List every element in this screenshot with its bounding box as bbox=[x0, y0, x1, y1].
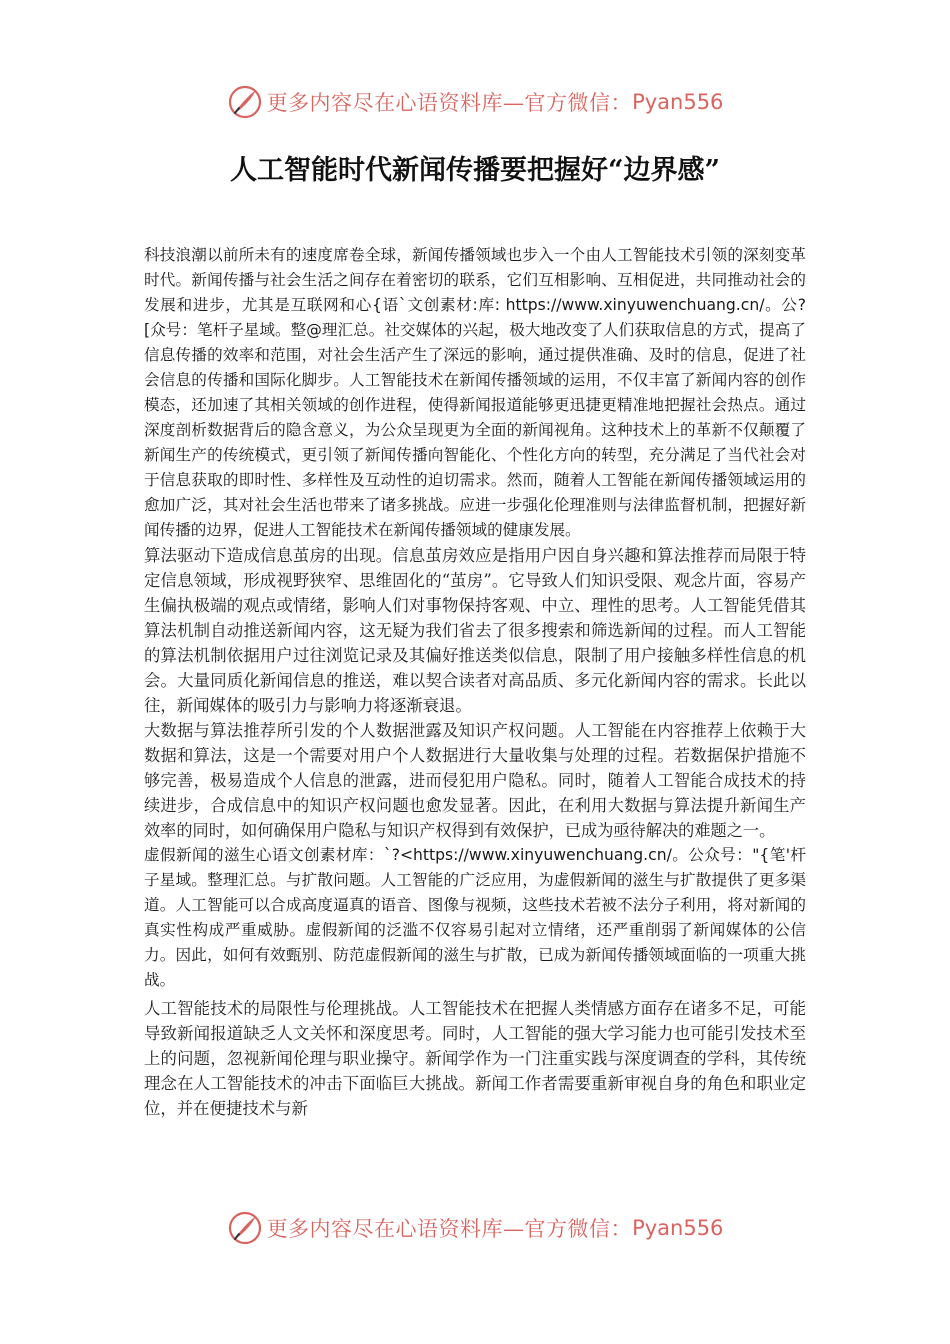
banner-text: 更多内容尽在心语资料库—官方微信： bbox=[266, 1217, 633, 1241]
paragraph-fake-news: 虚假新闻的滋生心语文创素材库：`?<https://www.xinyuwenchuang.cn/。公众号："{笔'杆子星域。整理汇总。与扩散问题。人工智能的广泛应用，为虚假新闻的滋生与扩散提供了更多渠道。人工智能可以合成高度逼真的语音、图像与视频，这些技术若被不法分子利用，将对新闻的真实性构成严重威胁。虚假新闻的泛滥不仅容易引起对立情绪，还严重削弱了新闻媒体的公信力。因此，如何有效甄别、防范虚假新闻的滋生与扩散，已成为新闻传播领域面临的一项重大挑战。 bbox=[144, 846, 806, 989]
document-title: 人工智能时代新闻传播要把握好“边界感” bbox=[229, 155, 721, 186]
paragraph-intro: 科技浪潮以前所未有的速度席卷全球，新闻传播领域也步入一个由人工智能技术引领的深刻变革时代。新闻传播与社会生活之间存在着密切的联系，它们互相影响、互相促进，共同推动社会的发展和进步，尤其是互联网和心{语`文创素材:库: https://www.xinyuwenchuang.cn/。公?[众号：笔杆子星域。整@理汇总。社交媒体的兴起，极大地改变了人们获取信息的方式，提高了信息传播的效率和范围，对社会生活产生了深远的影响，通过提供准确、及时的信息，促进了社会信息的传播和国际化脚步。人工智能技术在新闻传播领域的运用，不仅丰富了新闻内容的创作模态，还加速了其相关领域的创作进程，使得新闻报道能够更迅捷更精准地把握社会热点。通过深度剖析数据背后的隐含意义，为公众呈现更为全面的新闻视角。这种技术上的革新不仅颠覆了新闻生产的传统模式，更引领了新闻传播向智能化、个性化方向的转型，充分满足了当代社会对于信息获取的即时性、多样性及互动性的迫切需求。然而，随着人工智能在新闻传播领域运用的愈加广泛，其对社会生活也带来了诸多挑战。应进一步强化伦理准则与法律监督机制，把握好新闻传播的边界，促进人工智能技术在新闻传播领域的健康发展。 bbox=[144, 246, 806, 539]
banner-wechat-id: Pyan556 bbox=[632, 1216, 724, 1240]
quill-pen-logo-icon bbox=[227, 1210, 263, 1246]
document-body bbox=[144, 243, 806, 1121]
paragraph-data-privacy: 大数据与算法推荐所引发的个人数据泄露及知识产权问题。人工智能在内容推荐上依赖于大数据和算法，这是一个需要对用户个人数据进行大量收集与处理的过程。若数据保护措施不够完善，极易造成个人信息的泄露，进而侵犯用户隐私。同时，随着人工智能合成技术的持续进步，合成信息中的知识产权问题也愈发显著。因此，在利用大数据与算法提升新闻生产效率的同时，如何确保用户隐私与知识产权得到有效保护，已成为亟待解决的难题之一。 bbox=[144, 721, 806, 840]
banner-text: 更多内容尽在心语资料库—官方微信： bbox=[266, 91, 633, 115]
quill-pen-logo-icon bbox=[227, 84, 263, 120]
paragraph-filter-bubble: 算法驱动下造成信息茧房的出现。信息茧房效应是指用户因自身兴趣和算法推荐而局限于特定信息领域，形成视野狭窄、思维固化的“茧房”。它导致人们知识受限、观念片面，容易产生偏执极端的观点或情绪，影响人们对事物保持客观、中立、理性的思考。人工智能凭借其算法机制自动推送新闻内容，这无疑为我们省去了很多搜索和筛选新闻的过程。而人工智能的算法机制依据用户过往浏览记录及其偏好推送类似信息，限制了用户接触多样性信息的机会。大量同质化新闻信息的推送，难以契合读者对高品质、多元化新闻内容的需求。长此以往，新闻媒体的吸引力与影响力将逐渐衰退。 bbox=[144, 546, 806, 715]
banner-wechat-id: Pyan556 bbox=[632, 90, 724, 114]
header-banner bbox=[0, 82, 950, 122]
paragraph-ethics: 人工智能技术的局限性与伦理挑战。人工智能技术在把握人类情感方面存在诸多不足，可能导致新闻报道缺乏人文关怀和深度思考。同时，人工智能的强大学习能力也可能引发技术至上的问题，忽视新闻伦理与职业操守。新闻学作为一门注重实践与深度调查的学科，其传统理念在人工智能技术的冲击下面临巨大挑战。新闻工作者需要重新审视自身的角色和职业定位，并在便捷技术与新 bbox=[144, 999, 806, 1118]
footer-banner bbox=[0, 1208, 950, 1248]
